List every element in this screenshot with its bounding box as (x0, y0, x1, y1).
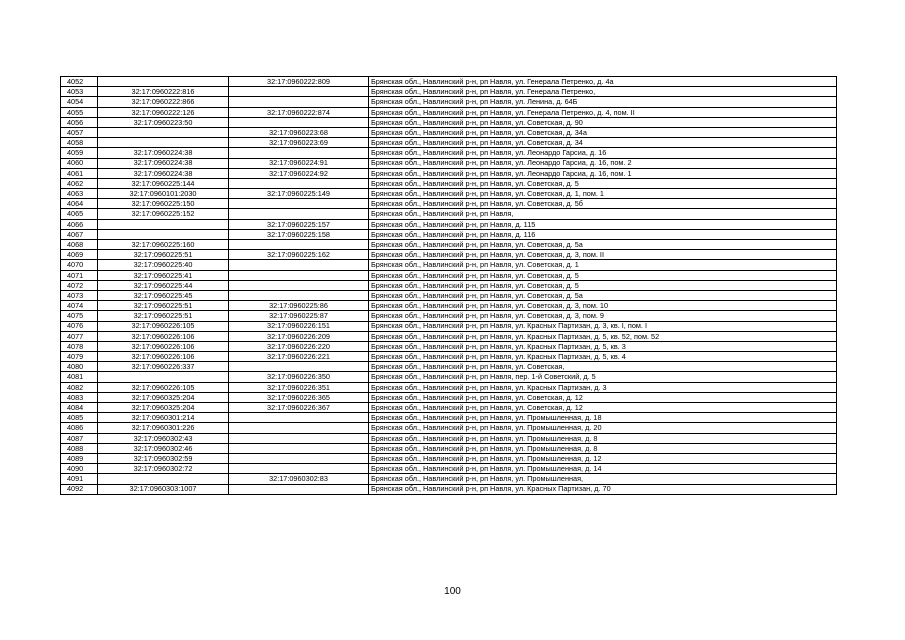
address-cell: Брянская обл., Навлинский р-н, рп Навля, ул. Ленина, д. 64Б (369, 97, 837, 107)
table-row (61, 301, 837, 311)
building-cadastral-number-cell (229, 209, 369, 219)
table-row (61, 382, 837, 392)
building-cadastral-number-cell: 32:17:0960224:91 (229, 158, 369, 168)
address-cell: Брянская обл., Навлинский р-н, рп Навля, ул. Советская, д. 3, пом. 10 (369, 301, 837, 311)
table-row (61, 423, 837, 433)
row-number-cell: 4062 (61, 178, 98, 188)
building-cadastral-number-cell (229, 199, 369, 209)
land-cadastral-number-cell: 32:17:0960224:38 (98, 148, 229, 158)
address-cell: Брянская обл., Навлинский р-н, рп Навля, д. 115 (369, 219, 837, 229)
row-number-cell: 4089 (61, 453, 98, 463)
building-cadastral-number-cell (229, 290, 369, 300)
building-cadastral-number-cell (229, 148, 369, 158)
address-cell: Брянская обл., Навлинский р-н, рп Навля, ул. Промышленная, (369, 474, 837, 484)
address-cell: Брянская обл., Навлинский р-н, рп Навля, ул. Советская, д. 1, пом. 1 (369, 189, 837, 199)
land-cadastral-number-cell (98, 219, 229, 229)
row-number-cell: 4055 (61, 107, 98, 117)
land-cadastral-number-cell: 32:17:0960302:46 (98, 443, 229, 453)
table-row (61, 219, 837, 229)
address-cell: Брянская обл., Навлинский р-н, рп Навля, ул. Генерала Петренко, (369, 87, 837, 97)
building-cadastral-number-cell: 32:17:0960223:69 (229, 138, 369, 148)
building-cadastral-number-cell: 32:17:0960226:220 (229, 341, 369, 351)
row-number-cell: 4060 (61, 158, 98, 168)
building-cadastral-number-cell (229, 280, 369, 290)
building-cadastral-number-cell: 32:17:0960226:367 (229, 403, 369, 413)
row-number-cell: 4074 (61, 301, 98, 311)
table-row (61, 270, 837, 280)
row-number-cell: 4053 (61, 87, 98, 97)
row-number-cell: 4090 (61, 464, 98, 474)
land-cadastral-number-cell: 32:17:0960302:72 (98, 464, 229, 474)
building-cadastral-number-cell: 32:17:0960225:158 (229, 229, 369, 239)
land-cadastral-number-cell: 32:17:0960226:105 (98, 382, 229, 392)
table-row (61, 260, 837, 270)
building-cadastral-number-cell (229, 87, 369, 97)
table-row (61, 413, 837, 423)
address-cell: Брянская обл., Навлинский р-н, рп Навля, ул. Промышленная, д. 20 (369, 423, 837, 433)
land-cadastral-number-cell: 32:17:0960225:160 (98, 240, 229, 250)
building-cadastral-number-cell: 32:17:0960225:149 (229, 189, 369, 199)
row-number-cell: 4092 (61, 484, 98, 494)
address-cell: Брянская обл., Навлинский р-н, рп Навля, ул. Советская, д. 34а (369, 127, 837, 137)
row-number-cell: 4076 (61, 321, 98, 331)
table-row (61, 433, 837, 443)
table-row (61, 250, 837, 260)
land-cadastral-number-cell: 32:17:0960301:226 (98, 423, 229, 433)
building-cadastral-number-cell: 32:17:0960225:157 (229, 219, 369, 229)
table-row (61, 372, 837, 382)
row-number-cell: 4058 (61, 138, 98, 148)
table-row (61, 209, 837, 219)
address-cell: Брянская обл., Навлинский р-н, рп Навля, ул. Леонардо Гарсиа, д. 16, пом. 1 (369, 168, 837, 178)
row-number-cell: 4081 (61, 372, 98, 382)
building-cadastral-number-cell: 32:17:0960226:365 (229, 392, 369, 402)
building-cadastral-number-cell (229, 433, 369, 443)
row-number-cell: 4073 (61, 290, 98, 300)
row-number-cell: 4056 (61, 117, 98, 127)
address-cell: Брянская обл., Навлинский р-н, рп Навля, ул. Советская, д. 34 (369, 138, 837, 148)
table-row (61, 127, 837, 137)
address-cell: Брянская обл., Навлинский р-н, рп Навля, ул. Красных Партизан, д. 5, кв. 52, пом. 52 (369, 331, 837, 341)
building-cadastral-number-cell (229, 117, 369, 127)
address-cell: Брянская обл., Навлинский р-н, рп Навля, пер. 1-й Советский, д. 5 (369, 372, 837, 382)
land-cadastral-number-cell: 32:17:0960224:38 (98, 158, 229, 168)
building-cadastral-number-cell (229, 453, 369, 463)
address-cell: Брянская обл., Навлинский р-н, рп Навля, ул. Советская, д. 3, пом. II (369, 250, 837, 260)
row-number-cell: 4091 (61, 474, 98, 484)
land-cadastral-number-cell: 32:17:0960225:40 (98, 260, 229, 270)
land-cadastral-number-cell: 32:17:0960301:214 (98, 413, 229, 423)
building-cadastral-number-cell (229, 443, 369, 453)
land-cadastral-number-cell: 32:17:0960226:337 (98, 362, 229, 372)
row-number-cell: 4059 (61, 148, 98, 158)
row-number-cell: 4084 (61, 403, 98, 413)
row-number-cell: 4057 (61, 127, 98, 137)
row-number-cell: 4067 (61, 229, 98, 239)
land-cadastral-number-cell (98, 77, 229, 87)
row-number-cell: 4082 (61, 382, 98, 392)
row-number-cell: 4064 (61, 199, 98, 209)
land-cadastral-number-cell: 32:17:0960224:38 (98, 168, 229, 178)
address-cell: Брянская обл., Навлинский р-н, рп Навля, ул. Советская, д. 5а (369, 240, 837, 250)
land-cadastral-number-cell: 32:17:0960222:866 (98, 97, 229, 107)
address-cell: Брянская обл., Навлинский р-н, рп Навля, ул. Советская, д. 90 (369, 117, 837, 127)
land-cadastral-number-cell: 32:17:0960222:816 (98, 87, 229, 97)
address-cell: Брянская обл., Навлинский р-н, рп Навля, ул. Промышленная, д. 8 (369, 443, 837, 453)
building-cadastral-number-cell (229, 240, 369, 250)
row-number-cell: 4052 (61, 77, 98, 87)
table-row (61, 229, 837, 239)
building-cadastral-number-cell: 32:17:0960226:221 (229, 352, 369, 362)
table-row (61, 464, 837, 474)
address-cell: Брянская обл., Навлинский р-н, рп Навля, ул. Промышленная, д. 8 (369, 433, 837, 443)
address-cell: Брянская обл., Навлинский р-н, рп Навля, ул. Красных Партизан, д. 3 (369, 382, 837, 392)
building-cadastral-number-cell: 32:17:0960222:874 (229, 107, 369, 117)
building-cadastral-number-cell: 32:17:0960225:87 (229, 311, 369, 321)
address-cell: Брянская обл., Навлинский р-н, рп Навля, ул. Леонардо Гарсиа, д. 16, пом. 2 (369, 158, 837, 168)
land-cadastral-number-cell: 32:17:0960225:41 (98, 270, 229, 280)
table-row (61, 107, 837, 117)
building-cadastral-number-cell (229, 362, 369, 372)
land-cadastral-number-cell (98, 127, 229, 137)
table-row (61, 484, 837, 494)
building-cadastral-number-cell (229, 97, 369, 107)
table-row (61, 443, 837, 453)
land-cadastral-number-cell: 32:17:0960226:105 (98, 321, 229, 331)
land-cadastral-number-cell: 32:17:0960223:50 (98, 117, 229, 127)
address-cell: Брянская обл., Навлинский р-н, рп Навля, ул. Советская, д. 5б (369, 199, 837, 209)
table-row (61, 148, 837, 158)
table-row (61, 178, 837, 188)
row-number-cell: 4087 (61, 433, 98, 443)
land-cadastral-number-cell (98, 474, 229, 484)
row-number-cell: 4065 (61, 209, 98, 219)
building-cadastral-number-cell: 32:17:0960226:209 (229, 331, 369, 341)
row-number-cell: 4072 (61, 280, 98, 290)
building-cadastral-number-cell: 32:17:0960222:809 (229, 77, 369, 87)
land-cadastral-number-cell: 32:17:0960226:106 (98, 352, 229, 362)
table-row (61, 138, 837, 148)
row-number-cell: 4054 (61, 97, 98, 107)
address-cell: Брянская обл., Навлинский р-н, рп Навля, ул. Красных Партизан, д. 5, кв. 3 (369, 341, 837, 351)
address-cell: Брянская обл., Навлинский р-н, рп Навля, ул. Генерала Петренко, д. 4, пом. II (369, 107, 837, 117)
table-row (61, 189, 837, 199)
row-number-cell: 4088 (61, 443, 98, 453)
land-cadastral-number-cell: 32:17:0960225:44 (98, 280, 229, 290)
table-row (61, 158, 837, 168)
table-row (61, 392, 837, 402)
row-number-cell: 4080 (61, 362, 98, 372)
table-row (61, 199, 837, 209)
row-number-cell: 4083 (61, 392, 98, 402)
land-cadastral-number-cell: 32:17:0960225:51 (98, 301, 229, 311)
building-cadastral-number-cell: 32:17:0960302:83 (229, 474, 369, 484)
building-cadastral-number-cell (229, 270, 369, 280)
row-number-cell: 4069 (61, 250, 98, 260)
building-cadastral-number-cell: 32:17:0960226:351 (229, 382, 369, 392)
land-cadastral-number-cell: 32:17:0960225:51 (98, 311, 229, 321)
land-cadastral-number-cell: 32:17:0960325:204 (98, 403, 229, 413)
land-cadastral-number-cell: 32:17:0960225:45 (98, 290, 229, 300)
row-number-cell: 4066 (61, 219, 98, 229)
building-cadastral-number-cell (229, 464, 369, 474)
address-cell: Брянская обл., Навлинский р-н, рп Навля, ул. Красных Партизан, д. 3, кв. I, пом. I (369, 321, 837, 331)
building-cadastral-number-cell (229, 178, 369, 188)
row-number-cell: 4068 (61, 240, 98, 250)
address-cell: Брянская обл., Навлинский р-н, рп Навля, ул. Леонардо Гарсиа, д. 16 (369, 148, 837, 158)
land-cadastral-number-cell (98, 229, 229, 239)
land-cadastral-number-cell: 32:17:0960222:126 (98, 107, 229, 117)
address-cell: Брянская обл., Навлинский р-н, рп Навля, ул. Советская, д. 5а (369, 290, 837, 300)
land-cadastral-number-cell: 32:17:0960303:1007 (98, 484, 229, 494)
address-cell: Брянская обл., Навлинский р-н, рп Навля, ул. Советская, д. 12 (369, 392, 837, 402)
building-cadastral-number-cell: 32:17:0960223:68 (229, 127, 369, 137)
table-row (61, 352, 837, 362)
row-number-cell: 4075 (61, 311, 98, 321)
table-row (61, 321, 837, 331)
address-cell: Брянская обл., Навлинский р-н, рп Навля, ул. Советская, д. 12 (369, 403, 837, 413)
land-cadastral-number-cell: 32:17:0960225:152 (98, 209, 229, 219)
table-row (61, 280, 837, 290)
row-number-cell: 4079 (61, 352, 98, 362)
row-number-cell: 4061 (61, 168, 98, 178)
address-cell: Брянская обл., Навлинский р-н, рп Навля, д. 116 (369, 229, 837, 239)
row-number-cell: 4070 (61, 260, 98, 270)
table-row (61, 311, 837, 321)
table-row (61, 290, 837, 300)
building-cadastral-number-cell: 32:17:0960225:86 (229, 301, 369, 311)
address-cell: Брянская обл., Навлинский р-н, рп Навля, ул. Советская, (369, 362, 837, 372)
table-row (61, 362, 837, 372)
building-cadastral-number-cell: 32:17:0960225:162 (229, 250, 369, 260)
row-number-cell: 4085 (61, 413, 98, 423)
table-row (61, 453, 837, 463)
row-number-cell: 4071 (61, 270, 98, 280)
table-row (61, 240, 837, 250)
address-cell: Брянская обл., Навлинский р-н, рп Навля, ул. Красных Партизан, д. 70 (369, 484, 837, 494)
land-cadastral-number-cell (98, 372, 229, 382)
table-row (61, 77, 837, 87)
table-row (61, 341, 837, 351)
land-cadastral-number-cell: 32:17:0960225:144 (98, 178, 229, 188)
land-cadastral-number-cell: 32:17:0960226:106 (98, 331, 229, 341)
address-cell: Брянская обл., Навлинский р-н, рп Навля, ул. Промышленная, д. 14 (369, 464, 837, 474)
building-cadastral-number-cell (229, 423, 369, 433)
table-row (61, 97, 837, 107)
land-cadastral-number-cell (98, 138, 229, 148)
land-cadastral-number-cell: 32:17:0960101:2030 (98, 189, 229, 199)
table-row (61, 403, 837, 413)
building-cadastral-number-cell: 32:17:0960224:92 (229, 168, 369, 178)
table-row (61, 474, 837, 484)
address-cell: Брянская обл., Навлинский р-н, рп Навля, ул. Советская, д. 3, пом. 9 (369, 311, 837, 321)
building-cadastral-number-cell (229, 413, 369, 423)
row-number-cell: 4078 (61, 341, 98, 351)
address-cell: Брянская обл., Навлинский р-н, рп Навля, (369, 209, 837, 219)
page-number: 100 (444, 586, 461, 597)
row-number-cell: 4077 (61, 331, 98, 341)
address-cell: Брянская обл., Навлинский р-н, рп Навля, ул. Генерала Петренко, д. 4а (369, 77, 837, 87)
address-cell: Брянская обл., Навлинский р-н, рп Навля, ул. Советская, д. 5 (369, 178, 837, 188)
building-cadastral-number-cell (229, 484, 369, 494)
row-number-cell: 4063 (61, 189, 98, 199)
building-cadastral-number-cell: 32:17:0960226:151 (229, 321, 369, 331)
land-cadastral-number-cell: 32:17:0960225:51 (98, 250, 229, 260)
land-cadastral-number-cell: 32:17:0960226:106 (98, 341, 229, 351)
row-number-cell: 4086 (61, 423, 98, 433)
table-row (61, 168, 837, 178)
building-cadastral-number-cell (229, 260, 369, 270)
address-cell: Брянская обл., Навлинский р-н, рп Навля, ул. Советская, д. 5 (369, 270, 837, 280)
table-row (61, 87, 837, 97)
address-cell: Брянская обл., Навлинский р-н, рп Навля, ул. Советская, д. 5 (369, 280, 837, 290)
address-cell: Брянская обл., Навлинский р-н, рп Навля, ул. Промышленная, д. 12 (369, 453, 837, 463)
address-cell: Брянская обл., Навлинский р-н, рп Навля, ул. Советская, д. 1 (369, 260, 837, 270)
table-row (61, 117, 837, 127)
address-cell: Брянская обл., Навлинский р-н, рп Навля, ул. Промышленная, д. 18 (369, 413, 837, 423)
registry-table-body (61, 77, 837, 495)
table-row (61, 331, 837, 341)
address-cell: Брянская обл., Навлинский р-н, рп Навля, ул. Красных Партизан, д. 5, кв. 4 (369, 352, 837, 362)
land-cadastral-number-cell: 32:17:0960302:43 (98, 433, 229, 443)
property-registry-table (60, 76, 837, 495)
land-cadastral-number-cell: 32:17:0960325:204 (98, 392, 229, 402)
land-cadastral-number-cell: 32:17:0960302:59 (98, 453, 229, 463)
building-cadastral-number-cell: 32:17:0960226:350 (229, 372, 369, 382)
land-cadastral-number-cell: 32:17:0960225:150 (98, 199, 229, 209)
